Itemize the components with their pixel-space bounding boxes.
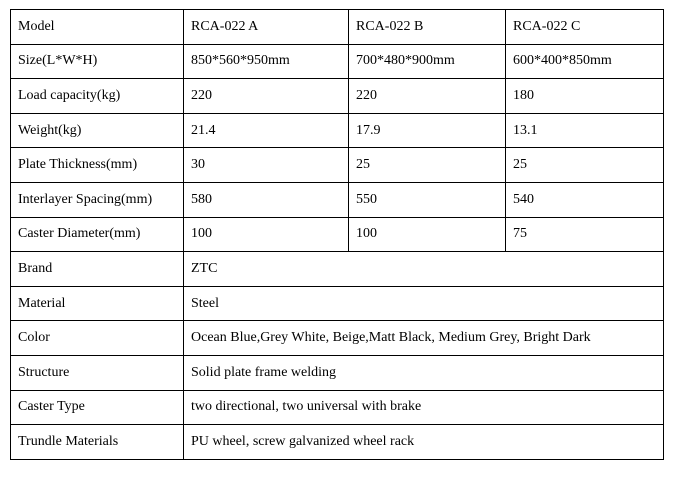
model-a-value-cell: 30 [184,148,349,183]
spec-table [10,9,664,460]
model-c-header-cell: RCA-022 C [506,10,664,45]
model-b-value-cell: 25 [349,148,506,183]
model-c-value-cell: 540 [506,182,664,217]
table-row-material [11,286,664,321]
row-label-cell: Plate Thickness(mm) [11,148,184,183]
shared-value-cell: Steel [184,286,664,321]
table-row-interlayer-spacing [11,182,664,217]
model-c-value-cell: 25 [506,148,664,183]
model-c-value-cell: 75 [506,217,664,252]
shared-value-cell: Solid plate frame welding [184,355,664,390]
row-label-cell: Model [11,10,184,45]
row-label-cell: Load capacity(kg) [11,79,184,114]
row-label-cell: Color [11,321,184,356]
shared-value-cell: PU wheel, screw galvanized wheel rack [184,425,664,460]
row-label-cell: Weight(kg) [11,113,184,148]
table-row-brand [11,252,664,287]
model-b-value-cell: 220 [349,79,506,114]
model-a-value-cell: 21.4 [184,113,349,148]
row-label-cell: Structure [11,355,184,390]
row-label-cell: Trundle Materials [11,425,184,460]
table-row-trundle-materials [11,425,664,460]
table-row-caster-diameter [11,217,664,252]
table-row-size [11,44,664,79]
table-row-structure [11,355,664,390]
model-b-value-cell: 17.9 [349,113,506,148]
header-row [11,10,664,45]
model-b-header-cell: RCA-022 B [349,10,506,45]
shared-value-cell: two directional, two universal with brake [184,390,664,425]
table-row-caster-type [11,390,664,425]
table-row-plate-thickness [11,148,664,183]
row-label-cell: Caster Type [11,390,184,425]
model-a-header-cell: RCA-022 A [184,10,349,45]
model-b-value-cell: 100 [349,217,506,252]
shared-value-cell: ZTC [184,252,664,287]
shared-value-cell: Ocean Blue,Grey White, Beige,Matt Black, Medium Grey, Bright Dark [184,321,664,356]
model-b-value-cell: 700*480*900mm [349,44,506,79]
model-b-value-cell: 550 [349,182,506,217]
table-row-load-capacity [11,79,664,114]
row-label-cell: Material [11,286,184,321]
model-a-value-cell: 100 [184,217,349,252]
model-c-value-cell: 13.1 [506,113,664,148]
table-row-weight [11,113,664,148]
model-a-value-cell: 580 [184,182,349,217]
row-label-cell: Size(L*W*H) [11,44,184,79]
model-a-value-cell: 220 [184,79,349,114]
model-a-value-cell: 850*560*950mm [184,44,349,79]
row-label-cell: Brand [11,252,184,287]
model-c-value-cell: 600*400*850mm [506,44,664,79]
model-c-value-cell: 180 [506,79,664,114]
row-label-cell: Caster Diameter(mm) [11,217,184,252]
table-row-color [11,321,664,356]
row-label-cell: Interlayer Spacing(mm) [11,182,184,217]
